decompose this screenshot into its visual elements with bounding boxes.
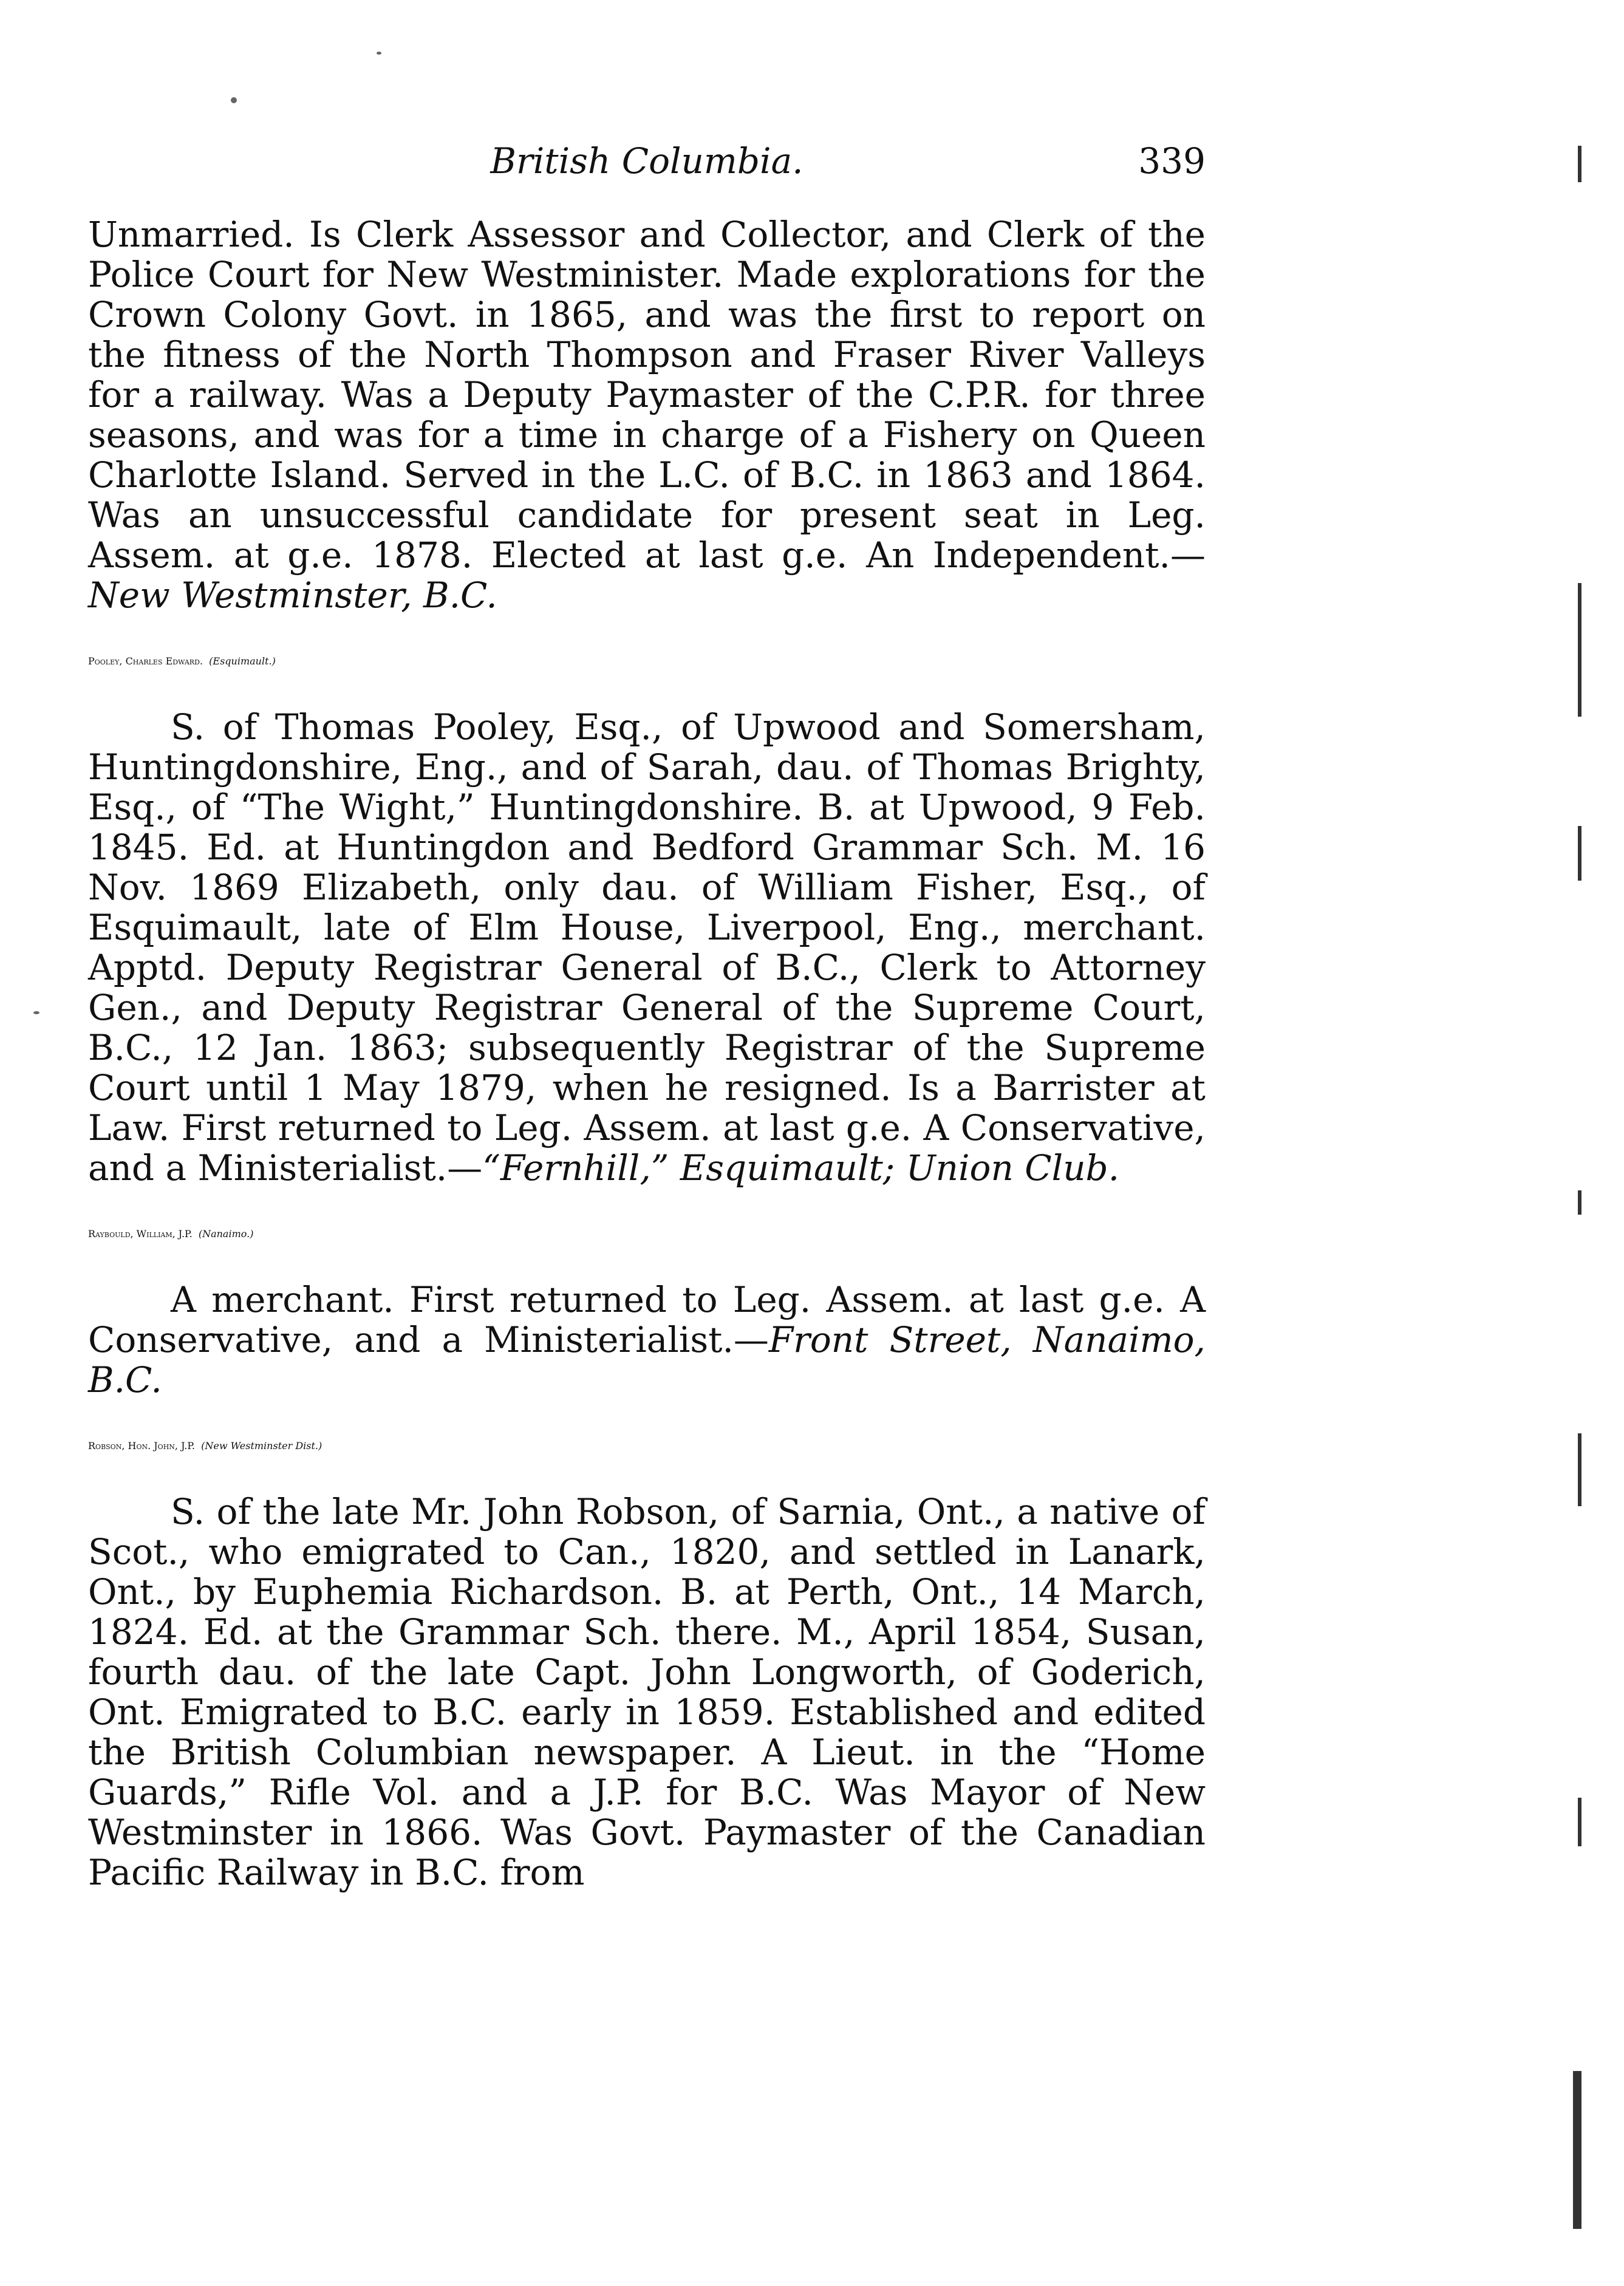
entry-paragraph: S. of the late Mr. John Robson, of Sarnia, Ont., a native of Scot., who emigrated to Can., 1820, and settled in Lanark, Ont., by Euphemia Richardson. B. at Perth, Ont., 14 March, 1824. Ed. at the Grammar Sch. there. M., April 1854, Susan, fourth dau. of the late Capt. John Longworth, of Goderich, Ont. Emigrated to B.C. early in 1859. Established and edited the British Columbian newspaper. A Lieut. in the “Home Guards,” Rifle Vol. and a J.P. for B.C. Was Mayor of New Westminster in 1866. Was Govt. Paymaster of the Canadian Pacific Railway in B.C. from — [88, 1491, 1206, 1893]
entry-name: Robson, Hon. John, J.P. — [88, 1440, 195, 1452]
page-number: 339 — [1138, 140, 1206, 182]
entry-name: Pooley, Charles Edward. — [88, 655, 203, 667]
scan-edge-noise — [1568, 36, 1581, 2271]
entry-heading — [88, 1440, 1206, 1452]
running-title: British Columbia. — [490, 140, 803, 182]
entry-address: “Fernhill,” Esquimault; Union Club. — [482, 1147, 1120, 1189]
entry-paragraph: S. of Thomas Pooley, Esq., of Upwood and Somersham, Huntingdonshire, Eng., and of Sarah, dau. of Thomas Brighty, Esq., of “The Wight,” Huntingdonshire. B. at Upwood, 9 Feb. 1845. Ed. at Huntingdon and Bedford Grammar Sch. M. 16 Nov. 1869 Elizabeth, only dau. of William Fisher, Esq., of Esquimault, late of Elm House, Liverpool, Eng., merchant. Apptd. Deputy Registrar General of B.C., Clerk to Attorney Gen., and Deputy Registrar General of the Supreme Court, B.C., 12 Jan. 1863; subsequently Registrar of the Supreme Court until 1 May 1879, when he resigned. Is a Barrister at Law. First returned to Leg. Assem. at last g.e. A Conservative, and a Ministerialist.—“Fernhill,” Esquimault; Union Club. — [88, 706, 1206, 1189]
entry-heading — [88, 655, 1206, 667]
entry-heading — [88, 1228, 1206, 1240]
entry-paragraph: A merchant. First returned to Leg. Assem. at last g.e. A Conservative, and a Ministerialist.—Front Street, Nanaimo, B.C. — [88, 1279, 1206, 1401]
entry-constituency: (Nanaimo.) — [198, 1228, 254, 1240]
entry-constituency: (New Westminster Dist.) — [201, 1440, 322, 1452]
entry-name: Raybould, William, J.P. — [88, 1228, 193, 1240]
entry-address: Front Street, Nanaimo, B.C. — [88, 1319, 1206, 1401]
entry-paragraph: Unmarried. Is Clerk Assessor and Collector, and Clerk of the Police Court for New Westminister. Made explorations for the Crown Colony Govt. in 1865, and was the first to report on the fitness of the North Thompson and Fraser River Valleys for a railway. Was a Deputy Paymaster of the C.P.R. for three seasons, and was for a time in charge of a Fishery on Queen Charlotte Island. Served in the L.C. of B.C. in 1863 and 1864. Was an unsuccessful candidate for present seat in Leg. Assem. at g.e. 1878. Elected at last g.e. An Independent.—New Westminster, B.C. — [88, 214, 1206, 616]
entry-constituency: (Esquimault.) — [209, 655, 276, 667]
page-header — [88, 137, 1206, 185]
book-page — [88, 137, 1206, 1892]
entry-address: New Westminster, B.C. — [88, 575, 497, 616]
